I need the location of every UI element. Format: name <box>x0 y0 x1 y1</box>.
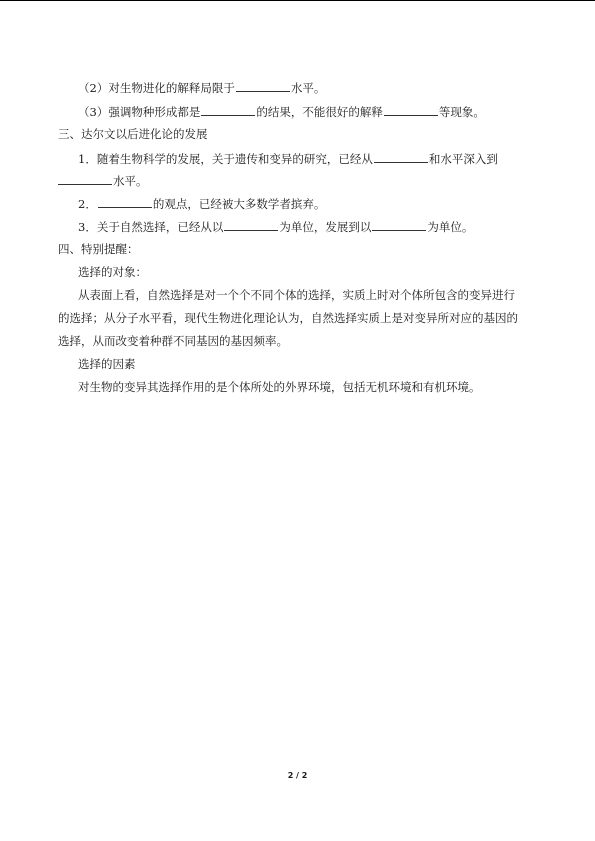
point-2-line <box>78 196 325 211</box>
point-1-line <box>78 151 498 166</box>
text: （2）对生物进化的解释局限于 <box>78 81 235 95</box>
paragraph-line: 从表面上看，自然选择是对一个个不同个体的选择，实质上时对个体所包含的变异进行 <box>78 288 515 302</box>
fill-blank[interactable] <box>224 219 278 231</box>
item-2-line <box>78 80 325 95</box>
text: 的结果，不能很好的解释 <box>256 105 383 119</box>
point-3-line <box>78 219 473 234</box>
text: 2． <box>78 197 97 211</box>
text: 1．随着生物科学的发展，关于遗传和变异的研究，已经从 <box>78 152 373 166</box>
text: （3）强调物种形成都是 <box>78 105 201 119</box>
item-3-line <box>78 104 485 119</box>
text: 的观点，已经被大多数学者摈弃。 <box>152 197 326 211</box>
section-3-heading: 三、达尔文以后进化论的发展 <box>58 127 208 141</box>
paragraph-line: 的选择；从分子水平看，现代生物进化理论认为，自然选择实质上是对变异所对应的基因的 <box>58 311 518 325</box>
subheading-selection-object: 选择的对象： <box>78 265 147 279</box>
text: 等现象。 <box>438 105 485 119</box>
fill-blank[interactable] <box>236 80 290 92</box>
text: 为单位。 <box>427 220 474 234</box>
fill-blank[interactable] <box>201 104 255 116</box>
fill-blank[interactable] <box>372 219 426 231</box>
text: 水平。 <box>290 81 326 95</box>
header-rule <box>0 0 595 1</box>
paragraph-line: 选择，从而改变着种群不同基因的基因频率。 <box>58 334 288 348</box>
fill-blank[interactable] <box>374 151 428 163</box>
page-number: 2 / 2 <box>287 771 308 780</box>
fill-blank[interactable] <box>384 104 438 116</box>
paragraph-line: 对生物的变异其选择作用的是个体所处的外界环境，包括无机环境和有机环境。 <box>78 380 481 394</box>
fill-blank[interactable] <box>98 196 152 208</box>
subheading-selection-factor: 选择的因素 <box>78 357 136 371</box>
text: 为单位，发展到以 <box>279 220 372 234</box>
point-1-cont <box>58 173 148 188</box>
text: 水平。 <box>113 174 148 188</box>
fill-blank[interactable] <box>58 173 112 185</box>
text: 3．关于自然选择，已经从以 <box>78 220 224 234</box>
section-4-heading: 四、特别提醒： <box>58 242 139 256</box>
text: 和水平深入到 <box>428 152 498 166</box>
